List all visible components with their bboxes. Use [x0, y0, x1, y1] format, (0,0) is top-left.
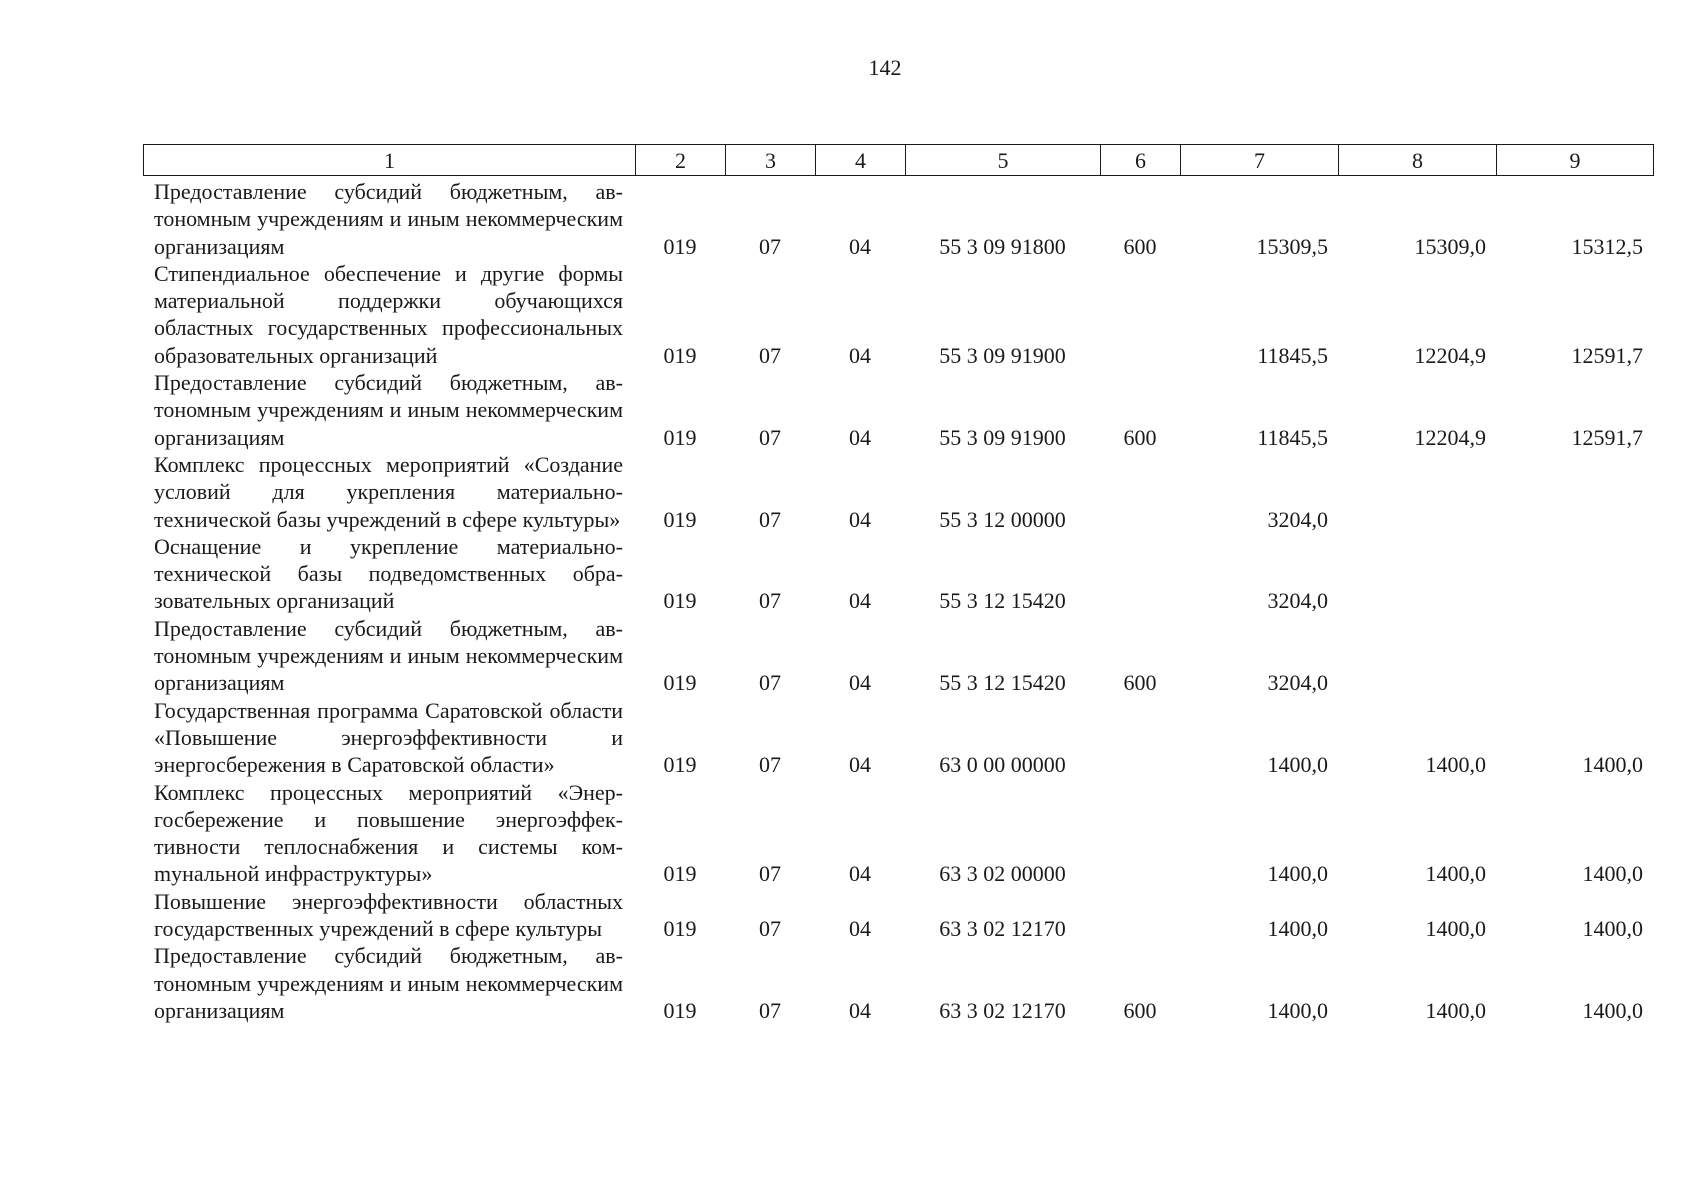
cell-col-9: 1400,0 — [1582, 997, 1643, 1023]
table-row — [143, 697, 1653, 779]
cell-col-8: 12204,9 — [1414, 342, 1486, 368]
cell-col-5: 55 3 12 15420 — [939, 670, 1066, 696]
cell-col-3: 07 — [759, 861, 781, 887]
cell-col-7: 11845,5 — [1257, 424, 1328, 450]
cell-col-3: 07 — [759, 752, 781, 778]
cell-col-5: 63 3 02 12170 — [939, 997, 1066, 1023]
cell-col-2: 019 — [663, 342, 697, 368]
cell-col-8: 1400,0 — [1425, 752, 1486, 778]
header-col-2: 2 — [636, 145, 726, 176]
cell-col-6 — [1100, 260, 1180, 369]
row-description: Предоставление субсидий бюджетным, автономным учреждениям и иным некоммерческим организациям — [154, 943, 623, 1023]
cell-col-8: 1400,0 — [1425, 861, 1486, 887]
cell-col-5: 63 3 02 12170 — [939, 916, 1066, 942]
cell-col-3: 07 — [759, 424, 781, 450]
cell-col-2: 019 — [663, 670, 697, 696]
cell-col-8: 1400,0 — [1425, 916, 1486, 942]
table-header — [143, 144, 1654, 176]
cell-col-3: 07 — [759, 588, 781, 614]
cell-col-6: 600 — [1123, 424, 1157, 450]
cell-col-5: 55 3 12 15420 — [939, 588, 1066, 614]
cell-col-4: 04 — [849, 506, 871, 532]
cell-col-7: 11845,5 — [1257, 342, 1328, 368]
cell-col-8: 12204,9 — [1414, 424, 1486, 450]
table-row — [143, 888, 1653, 943]
table-row — [143, 533, 1653, 615]
cell-col-4: 04 — [849, 670, 871, 696]
cell-col-6: 600 — [1123, 670, 1157, 696]
row-description: Комплекс процессных мероприятий «Энергосбережение и повышение энергоэффективности теплоснабжения и системы комmунальной инфраструктуры» — [154, 779, 623, 887]
table-row — [143, 451, 1653, 533]
cell-col-9: 1400,0 — [1582, 861, 1643, 887]
cell-col-7: 1400,0 — [1267, 916, 1328, 942]
row-description: Предоставление субсидий бюджетным, автономным учреждениям и иным некоммерческим организациям — [154, 615, 623, 696]
page-number: 142 — [868, 55, 902, 80]
cell-col-6: 600 — [1123, 233, 1157, 259]
cell-col-4: 04 — [849, 342, 871, 368]
cell-col-2: 019 — [663, 588, 697, 614]
cell-col-5: 55 3 09 91900 — [939, 342, 1066, 368]
cell-col-4: 04 — [849, 916, 871, 942]
cell-col-7: 3204,0 — [1267, 506, 1328, 532]
cell-col-7: 1400,0 — [1267, 861, 1328, 887]
cell-col-8 — [1338, 615, 1496, 697]
cell-col-6: 600 — [1123, 997, 1157, 1023]
row-description: Комплекс процессных мероприятий «Создание условий для укрепления материально-технической базы учреждений в сфере культуры» — [154, 451, 623, 532]
cell-col-9: 1400,0 — [1582, 916, 1643, 942]
table-row — [143, 615, 1653, 697]
cell-col-4: 04 — [849, 752, 871, 778]
cell-col-5: 55 3 09 91800 — [939, 233, 1066, 259]
table-row — [143, 942, 1653, 1024]
cell-col-9: 1400,0 — [1582, 752, 1643, 778]
cell-col-8: 1400,0 — [1425, 997, 1486, 1023]
cell-col-3: 07 — [759, 916, 781, 942]
cell-col-7: 15309,5 — [1256, 233, 1328, 259]
cell-col-2: 019 — [663, 506, 697, 532]
table-row — [143, 178, 1653, 260]
cell-col-5: 55 3 09 91900 — [939, 424, 1066, 450]
cell-col-2: 019 — [663, 916, 697, 942]
cell-col-9 — [1496, 451, 1653, 533]
row-description: Государственная программа Саратовской области «Повышение энергоэффективности и энергосбережения в Саратовской области» — [154, 697, 623, 778]
cell-col-7: 1400,0 — [1267, 997, 1328, 1023]
cell-col-6 — [1100, 533, 1180, 615]
cell-col-3: 07 — [759, 997, 781, 1023]
cell-col-6 — [1100, 888, 1180, 943]
cell-col-5: 63 0 00 00000 — [939, 752, 1066, 778]
header-col-7: 7 — [1181, 145, 1339, 176]
header-col-1: 1 — [144, 145, 636, 176]
cell-col-4: 04 — [849, 233, 871, 259]
cell-col-2: 019 — [663, 233, 697, 259]
row-description: Оснащение и укрепление материально-технической базы подведомственных образовательных организаций — [154, 533, 623, 614]
cell-col-7: 3204,0 — [1267, 588, 1328, 614]
cell-col-5: 63 3 02 00000 — [939, 861, 1066, 887]
cell-col-5: 55 3 12 00000 — [939, 506, 1066, 532]
cell-col-6 — [1100, 697, 1180, 779]
row-description: Предоставление субсидий бюджетным, автономным учреждениям и иным некоммерческим организациям — [154, 370, 623, 450]
cell-col-6 — [1100, 779, 1180, 888]
cell-col-4: 04 — [849, 588, 871, 614]
cell-col-4: 04 — [849, 861, 871, 887]
row-description: Повышение энергоэффективности областных государственных учреждений в сфере культуры — [154, 888, 623, 942]
cell-col-9: 12591,7 — [1571, 342, 1643, 368]
header-col-3: 3 — [726, 145, 816, 176]
header-col-4: 4 — [816, 145, 906, 176]
table-row — [143, 779, 1653, 888]
cell-col-2: 019 — [663, 424, 697, 450]
row-description: Стипендиальное обеспечение и другие формы материальной поддержки обучающихся областных государственных профессиональных образовательных организаций — [154, 260, 623, 368]
cell-col-9: 12591,7 — [1571, 424, 1643, 450]
cell-col-3: 07 — [759, 342, 781, 368]
cell-col-7: 1400,0 — [1267, 752, 1328, 778]
cell-col-6 — [1100, 451, 1180, 533]
cell-col-8: 15309,0 — [1414, 233, 1486, 259]
table-row — [143, 369, 1653, 451]
cell-col-3: 07 — [759, 506, 781, 532]
cell-col-8 — [1338, 451, 1496, 533]
cell-col-4: 04 — [849, 997, 871, 1023]
cell-col-2: 019 — [663, 861, 697, 887]
header-col-9: 9 — [1497, 145, 1654, 176]
cell-col-3: 07 — [759, 233, 781, 259]
cell-col-9: 15312,5 — [1571, 233, 1643, 259]
cell-col-2: 019 — [663, 997, 697, 1023]
header-col-8: 8 — [1339, 145, 1497, 176]
cell-col-2: 019 — [663, 752, 697, 778]
cell-col-7: 3204,0 — [1267, 670, 1328, 696]
header-col-5: 5 — [906, 145, 1101, 176]
cell-col-9 — [1496, 615, 1653, 697]
cell-col-4: 04 — [849, 424, 871, 450]
header-col-6: 6 — [1101, 145, 1181, 176]
cell-col-8 — [1338, 533, 1496, 615]
budget-table — [143, 178, 1653, 1024]
cell-col-9 — [1496, 533, 1653, 615]
row-description: Предоставление субсидий бюджетным, автономным учреждениям и иным некоммерческим организациям — [154, 179, 623, 259]
table-row — [143, 260, 1653, 369]
cell-col-3: 07 — [759, 670, 781, 696]
